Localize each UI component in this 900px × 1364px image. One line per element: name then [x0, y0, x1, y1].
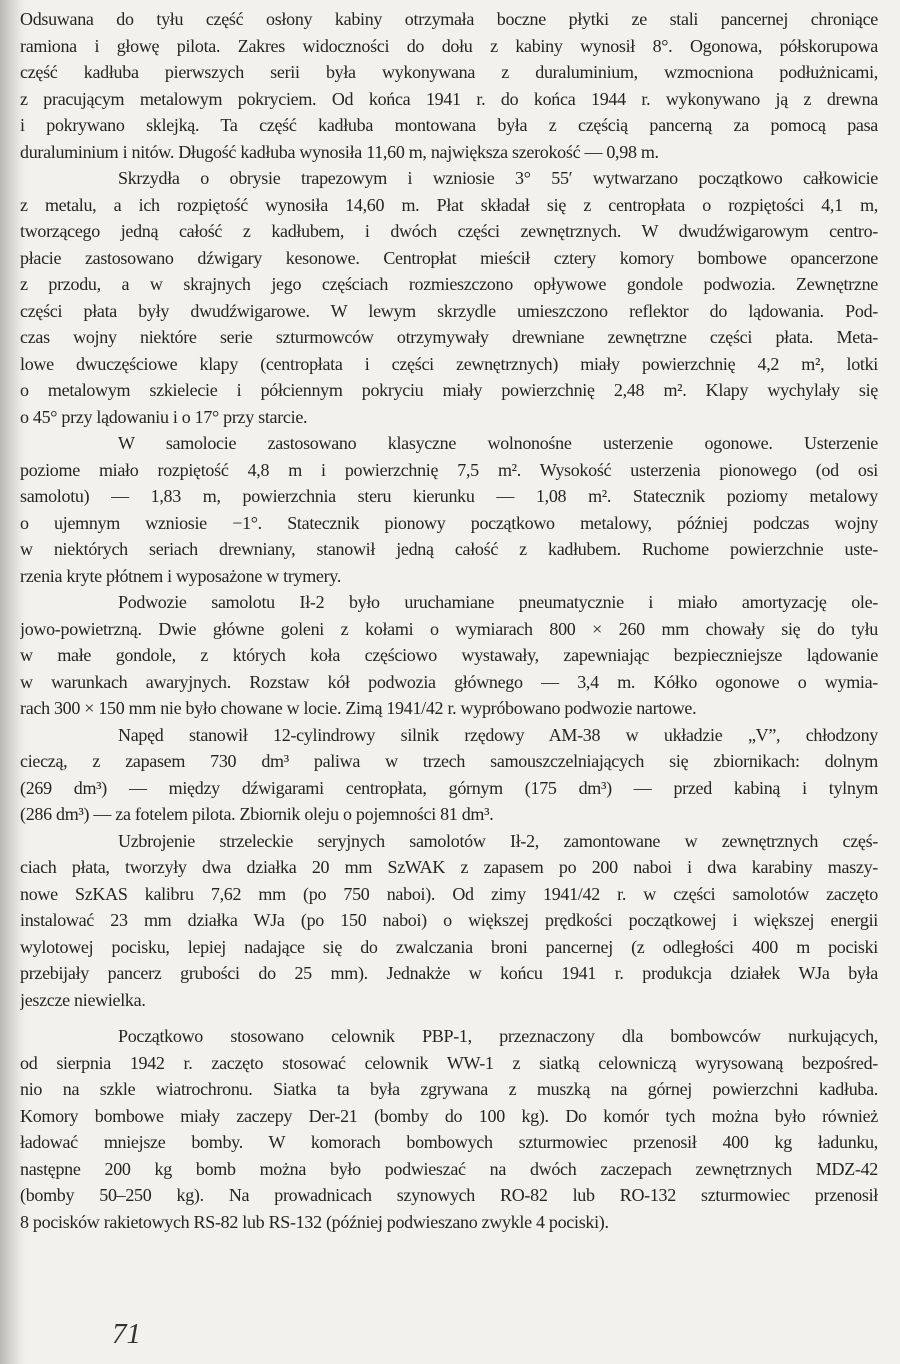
text-line: Skrzydła o obrysie trapezowym i wzniosie 3° 55′ wytwarzano początkowo całkowicie	[118, 168, 878, 188]
text-line: ciach płata, tworzyły dwa działka 20 mm SzWAK z zapasem po 200 naboi i dwa karabiny maszy-	[20, 857, 878, 877]
text-line: poziome miało rozpiętość 4,8 m i powierzchnię 7,5 m². Wysokość usterzenia pionowego (od osi	[20, 459, 878, 480]
text-line: w małe gondole, z których koła częściowo wystawały, zapewniając bezpieczniejsze lądowanie	[20, 645, 878, 665]
text-line: jeszcze niewielka.	[20, 989, 146, 1010]
text-line: lowe dwuczęściowe klapy (centropłata i części zewnętrznych) miały powierzchnię 4,2 m², lotki	[20, 353, 878, 374]
text-line: z metalu, a ich rozpiętość wynosiła 14,60 m. Płat składał się z centropłata o rozpiętości 4,1 m,	[20, 194, 878, 215]
text-line: samolotu) — 1,83 m, powierzchnia steru kierunku — 1,08 m². Statecznik poziomy metalowy	[20, 486, 878, 506]
page-number: 71	[112, 1318, 141, 1350]
paragraph	[20, 165, 878, 430]
text-line: (bomby 50–250 kg). Na prowadnicach szynowych RO-82 lub RO-132 szturmowiec przenosił	[20, 1185, 878, 1205]
text-line: i pokrywano sklejką. Ta część kadłuba montowana była z częścią pancerną za pomocą pasa	[20, 115, 878, 135]
text-line: o ujemnym wzniosie −1°. Statecznik pionowy początkowo metalowy, później podczas wojny	[20, 512, 878, 533]
text-line: rzenia kryte płótnem i wyposażone w trymery.	[20, 565, 342, 586]
text-line: wylotowej pocisku, lepiej nadające się do zwalczania broni pancernej (z odległości 400 m pociski	[20, 936, 878, 957]
text-line: cieczą, z zapasem 730 dm³ paliwa w trzech samouszczelniających się zbiornikach: dolnym	[20, 751, 878, 771]
text-line: czas wojny niektóre serie szturmowców otrzymywały drewniane zewnętrzne części płata. Meta-	[20, 327, 878, 347]
text-line: ładować mniejsze bomby. W komorach bombowych szturmowiec przenosił 400 kg ładunku,	[20, 1132, 878, 1152]
paragraph	[20, 722, 878, 828]
text-line: duraluminium i nitów. Długość kadłuba wynosiła 11,60 m, największa szerokość — 0,98 m.	[20, 141, 659, 162]
text-line: o metalowym szkielecie i półciennym pokryciu miały powierzchnię 2,48 m². Klapy wychylały się	[20, 380, 878, 400]
text-line: tworzącego jedną całość z kadłubem, i dwóch części zewnętrznych. W dwudźwigarowym centro-	[20, 221, 878, 241]
text-line: nowe SzKAS kalibru 7,62 mm (po 750 naboi). Od zimy 1941/42 r. w części samolotów zaczęto	[20, 883, 878, 904]
text-line: W samolocie zastosowano klasyczne wolnonośne usterzenie ogonowe. Usterzenie	[118, 433, 878, 453]
text-line: (286 dm³) — za fotelem pilota. Zbiornik oleju o pojemności 81 dm³.	[20, 804, 494, 824]
text-line: od sierpnia 1942 r. zaczęto stosować celownik WW-1 z siatką celowniczą wyrysowaną bezpośred-	[20, 1052, 878, 1073]
text-line: przebijały pancerz grubości do 25 mm). Jednakże w końcu 1941 r. produkcja działek WJa była	[20, 963, 878, 983]
paragraph	[20, 6, 878, 165]
text-line: 8 pocisków rakietowych RS-82 lub RS-132 (później podwieszano zwykle 4 pociski).	[20, 1211, 609, 1232]
paragraph	[20, 828, 878, 1014]
text-line: w niektórych seriach drewniany, stanowił jedną całość z kadłubem. Ruchome powierzchnie uste-	[20, 539, 878, 559]
text-line: części płata były dwudźwigarowe. W lewym skrzydle umieszczono reflektor do lądowania. Pod-	[20, 300, 878, 321]
text-line: Podwozie samolotu Ił-2 było uruchamiane pneumatycznie i miało amortyzację ole-	[118, 592, 878, 612]
text-line: o 45° przy lądowaniu i o 17° przy starcie.	[20, 406, 308, 427]
text-line: Uzbrojenie strzeleckie seryjnych samolotów Ił-2, zamontowane w zewnętrznych częś-	[118, 830, 878, 851]
text-line: (269 dm³) — między dźwigarami centropłata, górnym (175 dm³) — przed kabiną i tylnym	[20, 777, 878, 798]
text-line: w warunkach awaryjnych. Rozstaw kół podwozia głównego — 3,4 m. Kółko ogonowe o wymia-	[20, 671, 878, 692]
text-line: płacie zastosowano dźwigary kesonowe. Centropłat mieścił cztery komory bombowe opancerzone	[20, 247, 878, 268]
text-line: Napęd stanowił 12-cylindrowy silnik rzędowy AM-38 w układzie „V”, chłodzony	[118, 724, 878, 745]
text-line: instalować 23 mm działka WJa (po 150 naboi) o większej prędkości początkowej i większej energii	[20, 910, 878, 930]
text-line: następne 200 kg bomb można było podwieszać na dwóch zaczepach zewnętrznych MDZ-42	[20, 1158, 878, 1179]
paragraph	[20, 589, 878, 722]
paragraph	[20, 430, 878, 589]
text-line: z przodu, a w skrajnych jego częściach rozmieszczono opływowe gondole podwozia. Zewnętrzne	[20, 274, 878, 294]
body-text	[20, 6, 878, 1235]
paragraph	[20, 1023, 878, 1235]
text-line: część kadłuba pierwszych serii była wykonywana z duraluminium, wzmocniona podłużnicami,	[20, 62, 878, 82]
text-line: Początkowo stosowano celownik PBP-1, przeznaczony dla bombowców nurkujących,	[118, 1026, 878, 1046]
text-line: jowo-powietrzną. Dwie główne goleni z kołami o wymiarach 800 × 260 mm chowały się do tyłu	[20, 618, 878, 639]
text-line: z pracującym metalowym pokryciem. Od końca 1941 r. do końca 1944 r. wykonywano ją z drewna	[20, 88, 878, 109]
text-line: ramiona i głowę pilota. Zakres widoczności do dołu z kabiny wynosił 8°. Ogonowa, półskorupowa	[20, 35, 878, 56]
text-line: rach 300 × 150 mm nie było chowane w locie. Zimą 1941/42 r. wypróbowano podwozie nartowe.	[20, 698, 697, 718]
text-line: nio na szkle wiatrochronu. Siatka ta była zgrywana z muszką na górnej powierzchni kadłuba.	[20, 1079, 878, 1099]
text-line: Komory bombowe miały zaczepy Der-21 (bomby do 100 kg). Do komór tych można było również	[20, 1105, 878, 1126]
text-line: Odsuwana do tyłu część osłony kabiny otrzymała boczne płytki ze stali pancernej chroniące	[20, 9, 878, 29]
